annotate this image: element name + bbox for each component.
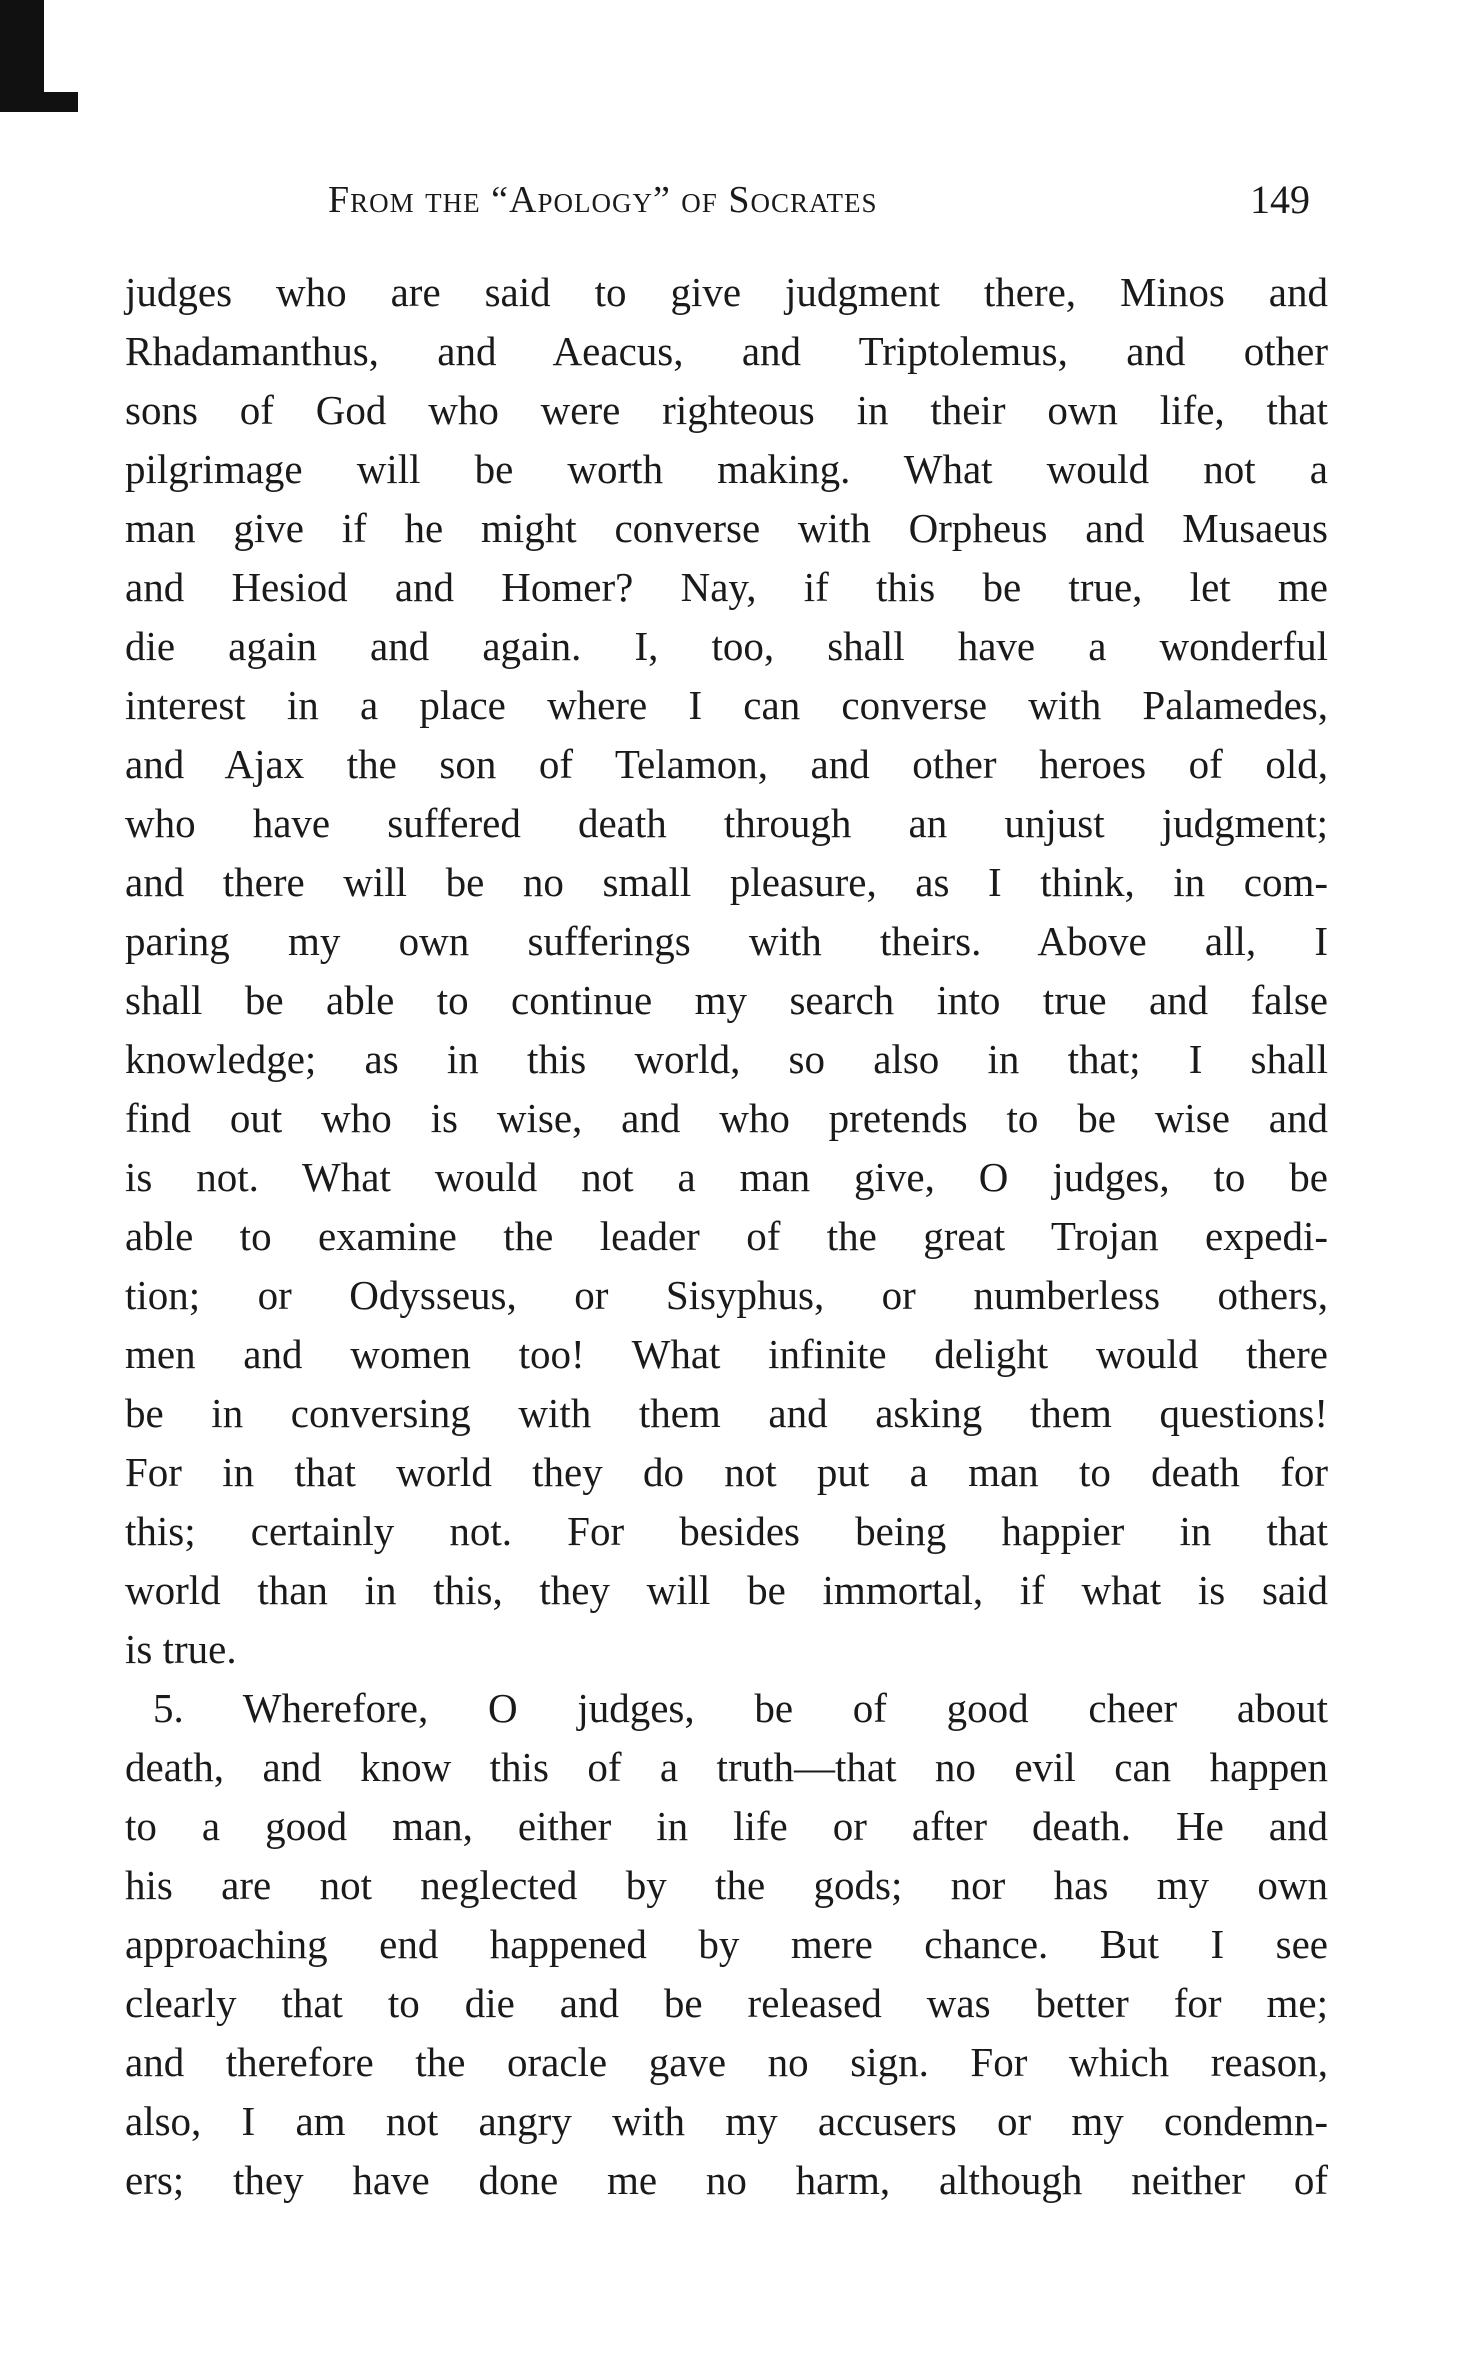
text-line: is not. What would not a man give, O judges, to be <box>125 1154 1328 1200</box>
text-line: able to examine the leader of the great Trojan expedi- <box>125 1213 1328 1259</box>
paragraph-end-line: is true. <box>125 1626 237 1672</box>
text-line: be in conversing with them and asking them questions! <box>125 1390 1328 1436</box>
text-line: ers; they have done me no harm, although neither of <box>125 2157 1328 2203</box>
page-number: 149 <box>1250 177 1310 222</box>
text-line: interest in a place where I can converse with Palamedes, <box>125 682 1328 728</box>
text-line: death, and know this of a truth—that no evil can happen <box>125 1744 1328 1790</box>
text-line: this; certainly not. For besides being happier in that <box>125 1508 1328 1554</box>
text-line: judges who are said to give judgment there, Minos and <box>125 269 1328 315</box>
text-line: and Ajax the son of Telamon, and other heroes of old, <box>125 741 1328 787</box>
text-line: also, I am not angry with my accusers or my condemn- <box>125 2098 1328 2144</box>
text-line: paring my own sufferings with theirs. Above all, I <box>125 918 1328 964</box>
text-line: world than in this, they will be immortal, if what is said <box>125 1567 1328 1613</box>
body-text <box>125 263 1328 2210</box>
text-line: clearly that to die and be released was better for me; <box>125 1980 1328 2026</box>
running-title: From the “Apology” of Socrates <box>328 179 878 221</box>
text-line: knowledge; as in this world, so also in that; I shall <box>125 1036 1328 1082</box>
text-line: to a good man, either in life or after death. He and <box>125 1803 1328 1849</box>
text-line: and therefore the oracle gave no sign. For which reason, <box>125 2039 1328 2085</box>
text-line: sons of God who were righteous in their own life, that <box>125 387 1328 433</box>
text-line: approaching end happened by mere chance. But I see <box>125 1921 1328 1967</box>
text-line: Rhadamanthus, and Aeacus, and Triptolemus, and other <box>125 328 1328 374</box>
text-line: For in that world they do not put a man to death for <box>125 1449 1328 1495</box>
text-line: pilgrimage will be worth making. What would not a <box>125 446 1328 492</box>
text-line: find out who is wise, and who pretends to be wise and <box>125 1095 1328 1141</box>
section-5-first-line: 5. Wherefore, O judges, be of good cheer about <box>153 1685 1328 1731</box>
text-line: his are not neglected by the gods; nor has my own <box>125 1862 1328 1908</box>
text-line: die again and again. I, too, shall have a wonderful <box>125 623 1328 669</box>
text-line: shall be able to continue my search into true and false <box>125 977 1328 1023</box>
text-line: and Hesiod and Homer? Nay, if this be true, let me <box>125 564 1328 610</box>
text-line: and there will be no small pleasure, as I think, in com- <box>125 859 1328 905</box>
text-line: man give if he might converse with Orpheus and Musaeus <box>125 505 1328 551</box>
text-line: men and women too! What infinite delight would there <box>125 1331 1328 1377</box>
text-line: tion; or Odysseus, or Sisyphus, or numberless others, <box>125 1272 1328 1318</box>
text-line: who have suffered death through an unjust judgment; <box>125 800 1328 846</box>
scan-edge-mark <box>0 0 44 112</box>
